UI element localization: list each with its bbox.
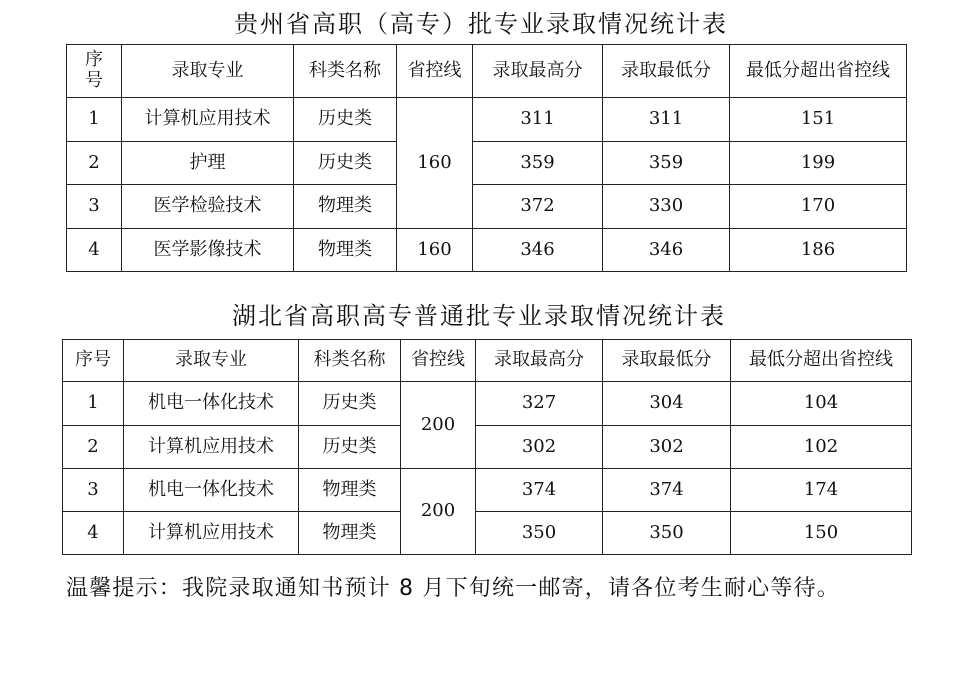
row-lowest-score: 346	[603, 229, 730, 272]
row-lowest-score: 311	[603, 98, 730, 142]
row-highest-score: 372	[473, 185, 603, 229]
table-row	[67, 229, 907, 272]
row-over-control-line: 186	[730, 229, 907, 272]
row-major: 机电一体化技术	[124, 469, 299, 512]
row-over-control-line: 102	[731, 426, 912, 469]
header-control-line: 省控线	[401, 340, 476, 382]
row-major: 医学影像技术	[122, 229, 294, 272]
header-highest-score: 录取最高分	[476, 340, 603, 382]
row-category: 历史类	[299, 382, 401, 426]
header-index: 序号	[67, 45, 122, 98]
row-index: 3	[67, 185, 122, 229]
row-category: 历史类	[299, 426, 401, 469]
row-category: 物理类	[294, 229, 397, 272]
table2-title: 湖北省高职高专普通批专业录取情况统计表	[232, 302, 726, 330]
admission-notice: 温馨提示：我院录取通知书预计 8 月下旬统一邮寄，请各位考生耐心等待。	[66, 576, 840, 601]
header-index: 序号	[63, 340, 124, 382]
row-control-line: 160	[397, 229, 473, 272]
row-control-line: 200	[401, 469, 476, 555]
table-row	[67, 185, 907, 229]
row-major: 机电一体化技术	[124, 382, 299, 426]
row-index: 4	[67, 229, 122, 272]
header-control-line: 省控线	[397, 45, 473, 98]
row-lowest-score: 350	[603, 512, 731, 555]
row-index: 1	[67, 98, 122, 142]
table-row	[63, 512, 912, 555]
row-lowest-score: 374	[603, 469, 731, 512]
row-index: 2	[63, 426, 124, 469]
row-over-control-line: 199	[730, 142, 907, 185]
header-over-control-line: 最低分超出省控线	[731, 340, 912, 382]
header-lowest-score: 录取最低分	[603, 45, 730, 98]
row-lowest-score: 304	[603, 382, 731, 426]
row-category: 历史类	[294, 142, 397, 185]
row-highest-score: 327	[476, 382, 603, 426]
table-row	[63, 469, 912, 512]
header-category: 科类名称	[299, 340, 401, 382]
row-major: 计算机应用技术	[122, 98, 294, 142]
row-over-control-line: 150	[731, 512, 912, 555]
header-major: 录取专业	[122, 45, 294, 98]
row-highest-score: 302	[476, 426, 603, 469]
row-lowest-score: 302	[603, 426, 731, 469]
table-row	[63, 426, 912, 469]
row-lowest-score: 359	[603, 142, 730, 185]
row-major: 计算机应用技术	[124, 426, 299, 469]
row-over-control-line: 174	[731, 469, 912, 512]
table-row	[67, 142, 907, 185]
row-highest-score: 374	[476, 469, 603, 512]
row-major: 计算机应用技术	[124, 512, 299, 555]
row-category: 物理类	[294, 185, 397, 229]
row-index: 4	[63, 512, 124, 555]
row-highest-score: 359	[473, 142, 603, 185]
row-over-control-line: 170	[730, 185, 907, 229]
row-major: 医学检验技术	[122, 185, 294, 229]
row-lowest-score: 330	[603, 185, 730, 229]
row-control-line: 200	[401, 382, 476, 469]
row-index: 1	[63, 382, 124, 426]
table-row	[67, 98, 907, 142]
table-header-row	[63, 340, 912, 382]
header-lowest-score: 录取最低分	[603, 340, 731, 382]
row-highest-score: 350	[476, 512, 603, 555]
table1-title: 贵州省高职（高专）批专业录取情况统计表	[234, 10, 728, 38]
row-highest-score: 346	[473, 229, 603, 272]
row-control-line: 160	[397, 98, 473, 229]
hubei-admission-table	[62, 339, 912, 555]
row-over-control-line: 151	[730, 98, 907, 142]
header-highest-score: 录取最高分	[473, 45, 603, 98]
header-over-control-line: 最低分超出省控线	[730, 45, 907, 98]
row-category: 物理类	[299, 469, 401, 512]
guizhou-admission-table	[66, 44, 907, 272]
row-highest-score: 311	[473, 98, 603, 142]
header-major: 录取专业	[124, 340, 299, 382]
row-index: 3	[63, 469, 124, 512]
table-row	[63, 382, 912, 426]
row-category: 历史类	[294, 98, 397, 142]
row-over-control-line: 104	[731, 382, 912, 426]
row-index: 2	[67, 142, 122, 185]
row-major: 护理	[122, 142, 294, 185]
row-category: 物理类	[299, 512, 401, 555]
header-category: 科类名称	[294, 45, 397, 98]
table-header-row	[67, 45, 907, 98]
